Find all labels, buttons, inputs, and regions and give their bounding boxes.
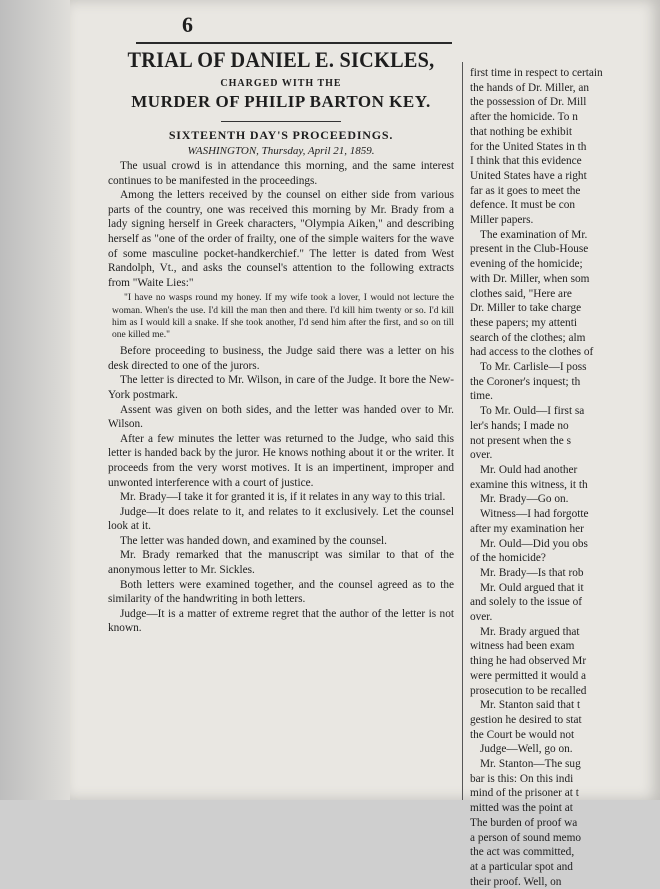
- paragraph: After a few minutes the letter was returned to the Judge, who said this letter is handed back by the juror. He knows nothing about it or the writer. It proceeds from the very worst motives. It is an impertinent, improper and unwonted interference with a court of justice.: [108, 432, 454, 489]
- right-column-line: a person of sound memo: [470, 831, 582, 844]
- paragraph: Judge—It does relate to it, and relates to it exclusively. Let the counsel look at it.: [108, 505, 454, 533]
- right-column-line: first time in respect to certain: [470, 67, 603, 79]
- right-column-line: bar is this: On this indi: [470, 772, 574, 785]
- right-column-line: these papers; my attenti: [470, 316, 577, 329]
- right-column-line: Witness—I had forgotte: [480, 508, 589, 521]
- paragraph: The usual crowd is in attendance this morning, and the same interest continues to be manifested in the proceedings.: [108, 160, 454, 187]
- right-column-line: Miller papers.: [470, 214, 534, 227]
- right-column-line: Mr. Brady argued that: [480, 625, 580, 638]
- left-column: [108, 46, 454, 636]
- page-margin-shadow: [0, 0, 78, 800]
- right-column-line: Dr. Miller to take charge: [470, 302, 582, 315]
- paragraph: Among the letters received by the counsel on either side from various parts of the country, one was received this morning by Mr. Brady from a lady signing herself in Greek characters, "Olympia Aiken," and describing herself as "one of the order of frailty, one of the simple waiters for the wave of some masculine pocket-handkerchief." The letter is dated from West Randolph, Vt., and asks the counsel's attention to the following extracts from "Waite Lies:": [108, 189, 454, 289]
- right-column-line: Mr. Stanton—The sug: [480, 758, 581, 771]
- paragraph: The letter was handed down, and examined by the counsel.: [120, 534, 387, 547]
- headline: TRIAL OF DANIEL E. SICKLES,: [127, 47, 435, 72]
- right-column-line: and solely to the issue of: [470, 596, 583, 609]
- right-column-line: had access to the clothes of: [470, 346, 594, 359]
- right-column-line: evening of the homicide;: [470, 258, 583, 271]
- right-column-line: at a particular spot and: [470, 860, 573, 873]
- right-column: [470, 66, 660, 888]
- right-column-line: not present when the s: [470, 434, 572, 447]
- right-column-line: mitted was the point at: [470, 802, 573, 815]
- right-column-line: for the United States in th: [470, 140, 587, 153]
- right-column-line: the act was committed,: [470, 846, 575, 859]
- right-column-line: over.: [470, 611, 493, 624]
- right-column-line: To Mr. Carlisle—I poss: [480, 361, 587, 374]
- right-column-line: were permitted it would a: [470, 669, 587, 682]
- dateline: WASHINGTON, Thursday, April 21, 1859.: [187, 145, 375, 157]
- right-column-line: Mr. Ould had another: [480, 463, 578, 476]
- paragraph: Both letters were examined together, and the counsel agreed as to the similarity of the handwriting in both letters.: [108, 578, 454, 606]
- right-column-line: Mr. Ould—Did you obs: [480, 537, 588, 550]
- right-column-line: thing he had observed Mr: [470, 655, 587, 668]
- right-column-line: gestion he desired to stat: [470, 713, 582, 726]
- right-column-line: far as it goes to meet the: [470, 184, 581, 197]
- page-number: 6: [182, 12, 193, 37]
- section-rule: [221, 121, 341, 122]
- right-column-line: search of the clothes; alm: [470, 331, 586, 344]
- subhead: SIXTEENTH DAY'S PROCEEDINGS.: [168, 128, 394, 142]
- right-column-line: I think that this evidence: [470, 155, 582, 168]
- right-column-line: Mr. Brady—Go on.: [480, 493, 569, 506]
- right-column-line: The examination of Mr.: [480, 228, 588, 241]
- right-column-line: Mr. Stanton said that t: [480, 699, 581, 712]
- right-column-line: defence. It must be con: [470, 199, 576, 212]
- right-column-line: the hands of Dr. Miller, an: [470, 81, 590, 94]
- paragraph: Assent was given on both sides, and the letter was handed over to Mr. Wilson.: [108, 403, 454, 431]
- right-column-line: United States have a right: [470, 169, 587, 182]
- right-column-line: the Court be would not: [470, 728, 575, 741]
- right-column-line: with Dr. Miller, when som: [470, 272, 590, 285]
- right-column-line: examine this witness, it th: [470, 478, 588, 491]
- paragraph: Before proceeding to business, the Judge said there was a letter on his desk directed to one of the jurors.: [108, 345, 454, 372]
- right-column-line: Mr. Ould argued that it: [480, 581, 584, 594]
- paragraph: The letter is directed to Mr. Wilson, in care of the Judge. It bore the New-York postmark.: [108, 374, 454, 401]
- right-column-line: after my examination her: [470, 522, 584, 535]
- column-rule: [462, 62, 463, 800]
- right-column-line: To Mr. Ould—I first sa: [480, 405, 585, 418]
- headline-murder: MURDER OF PHILIP BARTON KEY.: [131, 92, 431, 111]
- charged-line: CHARGED WITH THE: [220, 78, 342, 89]
- right-column-line: over.: [470, 449, 493, 462]
- header-rule: [136, 42, 452, 44]
- paragraph: Judge—It is a matter of extreme regret that the author of the letter is not known.: [108, 607, 454, 635]
- right-column-line: that nothing be exhibit: [470, 125, 572, 138]
- right-column-line: the possession of Dr. Mill: [470, 96, 587, 109]
- right-column-line: present in the Club-House: [470, 243, 589, 256]
- right-column-line: the Coroner's inquest; th: [470, 375, 581, 388]
- right-column-line: witness had been exam: [470, 640, 575, 653]
- right-column-line: after the homicide. To n: [470, 111, 578, 124]
- right-column-line: clothes said, "Here are: [470, 287, 572, 300]
- right-column-line: prosecution to be recalled: [470, 684, 587, 697]
- quoted-extract: "I have no wasps round my honey. If my wife took a lover, I would not lecture the woman. When's the use. I'd kill the man then and there. I'd kill him twenty or so. I'd kill him as I would kill a snake. If she took another, I'd send him after the first, and so on till one killed me.": [112, 293, 454, 340]
- right-column-line: ler's hands; I made no: [470, 419, 569, 432]
- paragraph: Mr. Brady remarked that the manuscript was similar to that of the anonymous letter to Mr. Sickles.: [108, 549, 454, 577]
- right-column-line: Mr. Brady—Is that rob: [480, 566, 584, 579]
- right-column-line: mind of the prisoner at t: [470, 787, 579, 800]
- right-column-line: time.: [470, 390, 493, 403]
- right-column-line: Judge—Well, go on.: [480, 743, 573, 756]
- right-column-line: their proof. Well, on: [470, 875, 562, 888]
- right-column-line: of the homicide?: [470, 552, 546, 565]
- paragraph: Mr. Brady—I take it for granted it is, if it relates in any way to this trial.: [120, 491, 446, 504]
- right-column-line: The burden of proof wa: [470, 816, 578, 829]
